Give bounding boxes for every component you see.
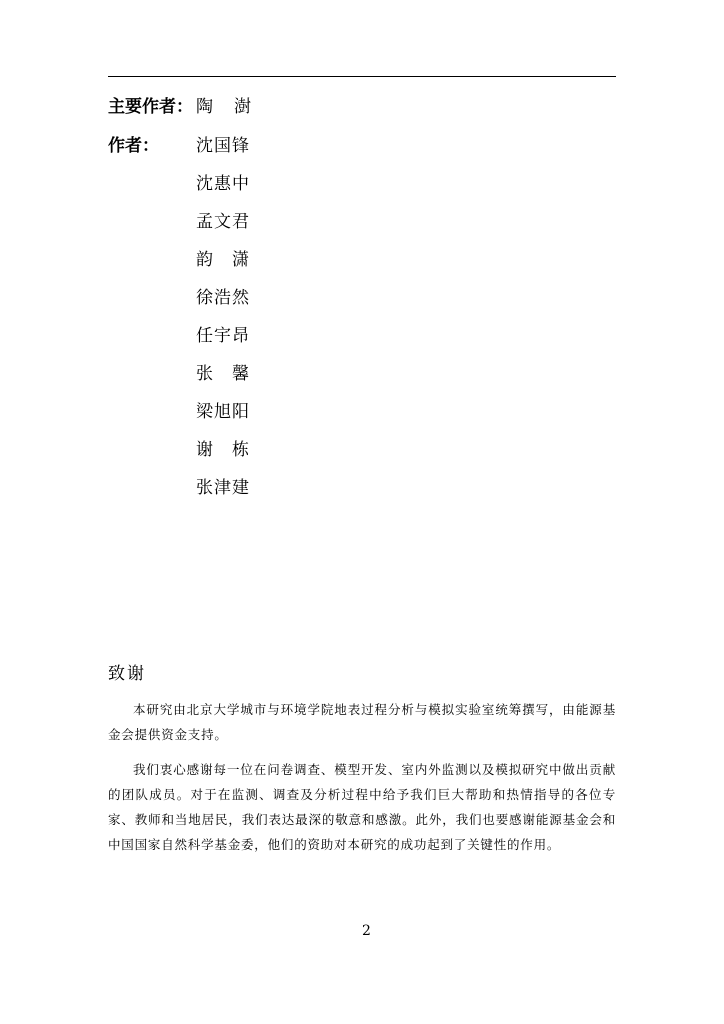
author-name: 沈惠中 — [196, 174, 250, 194]
author-name: 孟文君 — [196, 212, 250, 232]
author-name: 沈国锋 — [196, 136, 250, 156]
acknowledgement-title: 致谢 — [108, 664, 146, 684]
author-name: 徐浩然 — [196, 288, 250, 308]
author-name: 任宇昂 — [196, 326, 250, 346]
main-author-label: 主要作者： — [108, 97, 193, 117]
header-rule — [108, 76, 616, 77]
author-name: 张 馨 — [196, 364, 250, 384]
author-name: 张津建 — [196, 478, 250, 498]
author-list — [196, 136, 250, 516]
author-name: 韵 潇 — [196, 250, 250, 270]
main-author-name: 陶 澍 — [196, 97, 253, 117]
acknowledgement-paragraph: 我们衷心感谢每一位在问卷调查、模型开发、室内外监测以及模拟研究中做出贡献的团队成员。对于在监测、调查及分析过程中给予我们巨大帮助和热情指导的各位专家、教师和当地居民，我们表达最深的敬意和感激。此外，我们也要感谢能源基金会和中国国家自然科学基金委，他们的资助对本研究的成功起到了关键性的作用。 — [108, 762, 616, 852]
acknowledgement-paragraph: 本研究由北京大学城市与环境学院地表过程分析与模拟实验室统筹撰写，由能源基金会提供资金支持。 — [108, 702, 616, 742]
author-name: 谢 栋 — [196, 440, 250, 460]
acknowledgement-body — [108, 697, 616, 867]
page-number: 2 — [362, 923, 371, 939]
authors-label: 作者： — [108, 136, 159, 156]
author-name: 梁旭阳 — [196, 402, 250, 422]
